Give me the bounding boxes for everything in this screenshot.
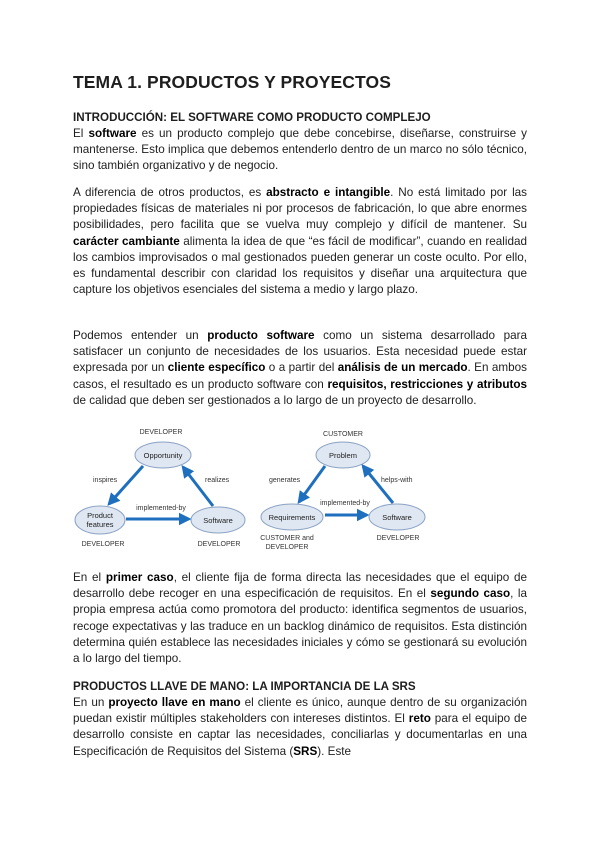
arrow-generates	[299, 466, 325, 502]
node-problem-label: Problem	[329, 451, 357, 460]
edge-realizes: realizes	[205, 477, 230, 484]
section-turnkey	[73, 679, 527, 760]
section-heading-intro: INTRODUCCIÓN: EL SOFTWARE COMO PRODUCTO COMPLEJO	[73, 111, 431, 124]
bold-term: producto software	[207, 329, 315, 342]
node-opportunity-label: Opportunity	[143, 451, 183, 460]
section-heading-turnkey: PRODUCTOS LLAVE DE MANO: LA IMPORTANCIA DE LA SRS	[73, 680, 416, 693]
paragraph: En un proyecto llave en mano el cliente es único, aunque dentro de su organización puedan existir múltiples stakeholders con intereses distintos. El reto para el equipo de desarrollo consiste en captar las necesidades, conciliarlas y documentarlas en una Especificación de Requisitos del Sistema (SRS). Este	[73, 696, 528, 758]
label-developer-bottom-right: DEVELOPER	[197, 541, 241, 548]
bold-term: software	[88, 127, 137, 140]
edge-inspires: inspires	[93, 477, 118, 484]
diagram-left	[75, 429, 245, 548]
arrow-realizes	[183, 467, 213, 506]
edge-implemented-by-right: implemented-by	[320, 500, 370, 507]
bold-term: requisitos, restricciones y atributos	[327, 377, 527, 391]
bold-term: análisis de un mercado	[337, 361, 468, 375]
section-intro-p4	[73, 570, 527, 667]
node-requirements-label: Requirements	[268, 513, 316, 522]
bold-term: SRS	[293, 744, 318, 758]
node-product-features-label-1: Product	[87, 511, 113, 520]
section-intro	[73, 110, 527, 175]
arrow-inspires	[109, 466, 143, 504]
bold-term: primer caso	[105, 571, 174, 584]
edge-generates: generates	[269, 477, 301, 484]
section-intro-p3	[73, 328, 527, 409]
paragraph: A diferencia de otros productos, es abstracto e intangible. No está limitado por las propiedades físicas de materiales ni por procesos de fabricación, lo que abre enormes posibilidades, pero facilita que se vuelva muy complejo y difícil de mantener. Su carácter cambiante alimenta la idea de que “es fácil de modificar”, cuando en realidad los cambios improvisados o mal gestionados pueden generar un coste oculto. Por ello, es fundamental describir con claridad los requisitos y diseñar una arquitectura que capture los objetivos esenciales del sistema a medio y largo plazo.	[73, 186, 528, 297]
page-title: TEMA 1. PRODUCTOS Y PROYECTOS	[73, 72, 391, 92]
label-developer-right: DEVELOPER	[376, 535, 420, 542]
label-customer-top: CUSTOMER	[323, 431, 363, 438]
paragraph: En el primer caso, el cliente fija de forma directa las necesidades que el equipo de desarrollo debe recoger en una especificación de requisitos. En el segundo caso, la propia empresa actúa como promotora del producto: identifica segmentos de usuarios, recoge expectativas y las traduce en un backlog dinámico de requisitos. Esta distinción determina quién establece las necesidades iniciales y cómo se gestionará su evolución a lo largo del tiempo.	[73, 571, 528, 666]
edge-implemented-by-left: implemented-by	[136, 505, 186, 512]
diagram-right	[260, 431, 425, 551]
bold-term: reto	[408, 712, 431, 726]
bold-term: abstracto e intangible	[266, 186, 391, 199]
edge-helps-with: helps-with	[381, 477, 413, 484]
arrow-helps-with	[363, 466, 393, 503]
node-software-left-label: Software	[203, 516, 233, 525]
label-customer-developer-2: DEVELOPER	[265, 544, 309, 551]
section-intro-p2	[73, 185, 527, 298]
label-developer-bottom-left: DEVELOPER	[81, 541, 125, 548]
requirements-diagram	[73, 422, 527, 554]
paragraph: El software es un producto complejo que debe concebirse, diseñarse, construirse y mantenerse. Esto implica que debemos entenderlo dentro de un marco no sólo técnico, sino también organizativo y de negocio.	[73, 127, 528, 173]
bold-term: cliente específico	[167, 361, 266, 375]
node-software-right-label: Software	[382, 513, 412, 522]
bold-term: carácter cambiante	[73, 234, 180, 248]
label-customer-developer-1: CUSTOMER and	[260, 535, 314, 542]
label-developer-top: DEVELOPER	[139, 429, 183, 436]
node-product-features-label-2: features	[86, 520, 114, 529]
bold-term: proyecto llave en mano	[108, 696, 241, 709]
bold-term: segundo caso	[430, 587, 511, 601]
paragraph: Podemos entender un producto software como un sistema desarrollado para satisfacer un conjunto de necesidades de los usuarios. Esta necesidad puede estar expresada por un cliente específico o a partir del análisis de un mercado. En ambos casos, el resultado es un producto software con requisitos, restricciones y atributos de calidad que deben ser gestionados a lo largo de un proyecto de desarrollo.	[73, 329, 528, 407]
